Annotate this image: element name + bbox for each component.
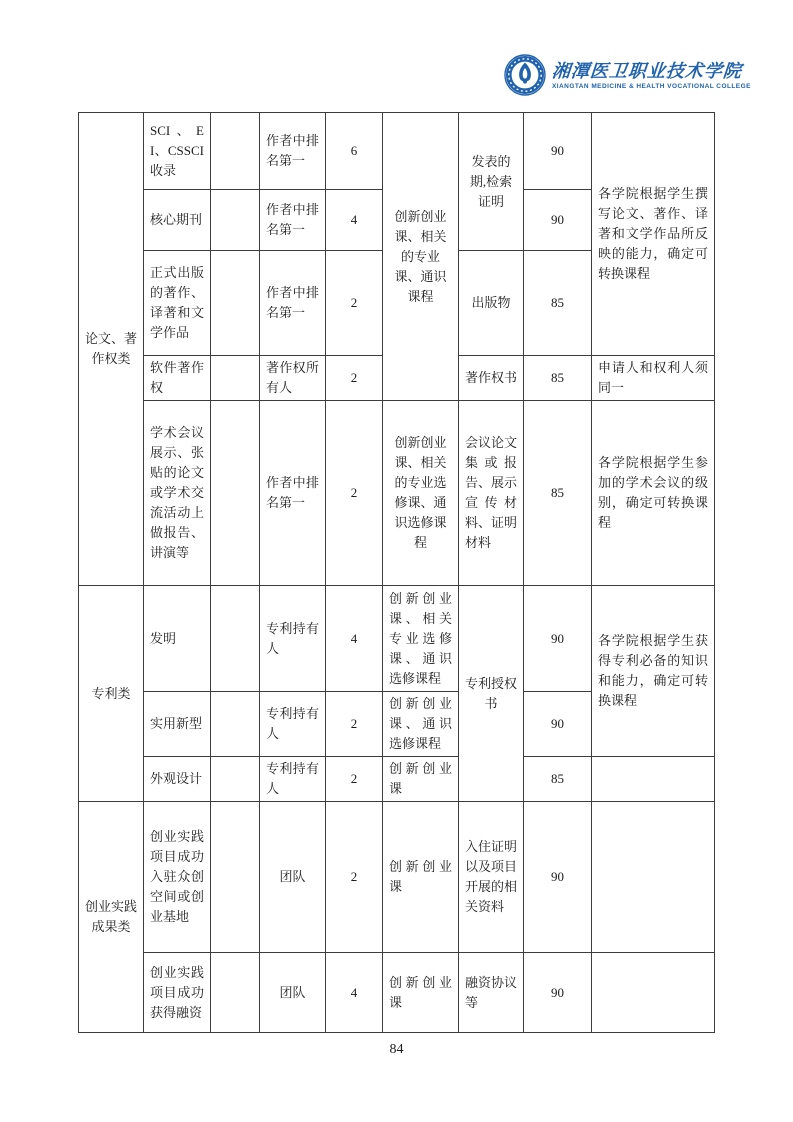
cell-item: 学术会议展示、张贴的论文或学术交流活动上做报告、讲演等 [144,401,211,586]
cell-note [592,802,715,953]
cell-credits: 4 [326,190,383,251]
cell-evidence: 融资协议等 [459,953,524,1033]
cell-empty [211,251,260,356]
cell-role: 作者中排名第一 [260,190,326,251]
table-row [79,953,715,1033]
cell-empty [211,113,260,190]
cell-category: 论文、著作权类 [79,113,144,586]
cell-course: 创新创业课 [383,757,459,802]
college-name [552,61,751,90]
cell-empty [211,401,260,586]
cell-empty [211,757,260,802]
cell-credits: 4 [326,953,383,1033]
cell-empty [211,356,260,401]
cell-note: 申请人和权利人须同一 [592,356,715,401]
cell-score: 90 [524,802,592,953]
cell-credits: 2 [326,692,383,757]
cell-role: 专利持有人 [260,757,326,802]
cell-evidence: 发表的期,检索证明 [459,113,524,251]
cell-score: 90 [524,586,592,692]
college-name-en: XIANGTAN MEDICINE & HEALTH VOCATIONAL COLLEGE [552,82,751,90]
cell-evidence: 出版物 [459,251,524,356]
cell-credits: 4 [326,586,383,692]
cell-item: 正式出版的著作、译著和文学作品 [144,251,211,356]
cell-evidence: 会议论文集或报告、展示宣传材料、证明材料 [459,401,524,586]
cell-course: 创新创业课、通识选修课程 [383,692,459,757]
cell-evidence: 专利授权书 [459,586,524,802]
table-row [79,113,715,190]
college-logo [504,54,751,96]
cell-course: 创新创业课 [383,953,459,1033]
cell-credits: 2 [326,251,383,356]
cell-score: 90 [524,190,592,251]
cell-item: 创业实践项目成功入驻众创空间或创业基地 [144,802,211,953]
cell-role: 团队 [260,802,326,953]
cell-empty [211,953,260,1033]
cell-note: 各学院根据学生撰写论文、著作、译著和文学作品所反映的能力，确定可转换课程 [592,113,715,356]
cell-role: 著作权所有人 [260,356,326,401]
table-row [79,757,715,802]
cell-empty [211,802,260,953]
cell-score: 85 [524,356,592,401]
cell-score: 90 [524,113,592,190]
cell-note: 各学院根据学生获得专利必备的知识和能力，确定可转换课程 [592,586,715,757]
cell-role: 专利持有人 [260,692,326,757]
cell-item: 核心期刊 [144,190,211,251]
college-emblem-icon [504,54,546,96]
cell-score: 90 [524,953,592,1033]
cell-item: 创业实践项目成功获得融资 [144,953,211,1033]
cell-empty [211,190,260,251]
cell-course: 创新创业课、相关的专业课、通识课程 [383,113,459,401]
cell-evidence: 著作权书 [459,356,524,401]
cell-role: 作者中排名第一 [260,401,326,586]
cell-course: 创新创业课 [383,802,459,953]
cell-role: 专利持有人 [260,586,326,692]
cell-role: 作者中排名第一 [260,113,326,190]
cell-category: 创业实践成果类 [79,802,144,1033]
cell-note [592,953,715,1033]
page-number: 84 [389,1042,404,1057]
college-name-cn: 湘潭医卫职业技术学院 [551,60,743,81]
cell-score: 85 [524,757,592,802]
table-row [79,586,715,692]
cell-empty [211,692,260,757]
cell-credits: 2 [326,802,383,953]
cell-evidence: 入住证明以及项目开展的相关资料 [459,802,524,953]
credit-conversion-table [78,112,715,1033]
cell-item: 外观设计 [144,757,211,802]
table-row [79,802,715,953]
cell-course: 创新创业课、相关专业选修课、通识选修课程 [383,586,459,692]
cell-credits: 6 [326,113,383,190]
cell-item: SCI、EI、CSSCI收录 [144,113,211,190]
cell-note [592,757,715,802]
cell-score: 85 [524,251,592,356]
cell-role: 团队 [260,953,326,1033]
cell-item: 发明 [144,586,211,692]
cell-role: 作者中排名第一 [260,251,326,356]
cell-course: 创新创业课、相关的专业选修课、通识选修课程 [383,401,459,586]
cell-item: 实用新型 [144,692,211,757]
cell-score: 90 [524,692,592,757]
cell-credits: 2 [326,401,383,586]
cell-empty [211,586,260,692]
table-row [79,401,715,586]
cell-item: 软件著作权 [144,356,211,401]
cell-score: 85 [524,401,592,586]
cell-credits: 2 [326,356,383,401]
cell-credits: 2 [326,757,383,802]
cell-note: 各学院根据学生参加的学术会议的级别，确定可转换课程 [592,401,715,586]
cell-category: 专利类 [79,586,144,802]
